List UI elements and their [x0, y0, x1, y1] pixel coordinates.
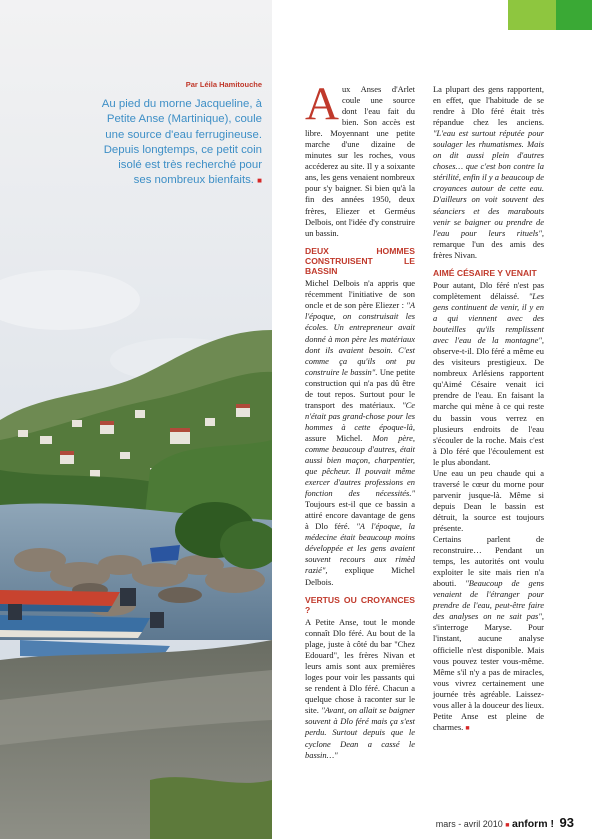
paragraph-cesaire: [433, 280, 544, 468]
paragraph-text: ux Anses d'Arlet coule une source dont l'eau fait du bien. Son accès est libre. Moyennant une petite marche d'une dizaine de minutes sur les roches, vous accéderez au site. Il y a soixante ans, les gens venaient nombreux pour s'y baigner. Si bien qu'à la fin des années 1950, deux frères, Eliezer et Germéus Delbois, ont l'idée d'y construire un bassin.: [305, 84, 415, 238]
paragraph-source: Une eau un peu chaude qui a traversé le cœur du morne pour parvenir jusque-là. Même si depuis Dean le bassin est détruit, la source est toujours présente.: [433, 467, 544, 533]
page-number: 93: [559, 815, 574, 830]
paragraph-petite-anse: [305, 617, 415, 761]
paragraph-opening: [305, 78, 415, 239]
text-run: Pour autant, Dlo féré n'est pas complètement délaissé.: [433, 279, 544, 301]
page-footer: [436, 815, 574, 830]
article-column-1: [305, 78, 416, 761]
subheading-bassin: DEUX HOMMES CONSTRUISENT LE BASSIN: [305, 245, 415, 277]
quote-run: Mon père, comme beaucoup d'autres, était aussi bien maçon, charpentier, que pêcheur. Il pouvait même exercer d'autres professions en fonction des nécessités.": [305, 432, 415, 499]
issue-date: mars - avril 2010: [435, 819, 503, 829]
end-mark: ■: [257, 176, 262, 186]
text-run: Certains parlent de reconstruire… Pendant un temps, les autorités ont voulu exploiter le site mais rien n'a abouti.: [433, 534, 544, 589]
tab-marker-dark: [556, 0, 592, 30]
lead-text: Au pied du morne Jacqueline, à Petite Anse (Martinique), coule une source d'eau ferrugineuse. Depuis longtemps, ce petit coin isolé est très recherché pour ses nombreux bienfaits.: [101, 98, 262, 187]
text-run: La plupart des gens rapportent, en effet, que l'habitude de se rendre à Dlo féré était très répandue chez les anciens.: [433, 84, 544, 128]
drop-cap: A: [305, 78, 339, 130]
quote-run: "A l'époque, on construisait les écoles. Un entrepreneur avait donné à mon père les matériaux dont ils avaient besoin. C'est comme ça qu'ils ont pu construire le bassin".: [305, 300, 415, 377]
text-run: Toujours est-il que ce bassin a attiré encore davantage de gens à Dlo féré.: [305, 499, 415, 532]
text-run: assure Michel.: [305, 432, 373, 443]
tab-marker-light: [508, 0, 556, 30]
article-column-2: [433, 84, 544, 734]
text-run: remarque l'un des amis des frères Nivan.: [433, 238, 544, 260]
paragraph-michel: [305, 278, 415, 587]
intro-block: [100, 80, 262, 189]
text-run: observe-t-il. Dlo féré a même eu des visiteurs prestigieux. De nombreux Arlésiens rapportent qu'Aimé Césaire venait ici prendre de l'eau. En faisant la marche qui mène à ce qui reste du bassin vous verrez en plusieurs endroits de l'eau s'écouler de la roche. Mais c'est à Dlo féré que l'écoulement est le plus abondant.: [433, 346, 544, 467]
lead-paragraph: [100, 97, 262, 189]
text-run: Michel Delbois n'a appris que récemment l'initiative de son oncle et de son père Eliezer :: [305, 278, 415, 311]
quote-run: "A l'époque, la médecine était beaucoup moins développée et les gens avaient souvent recours aux rimèd razié",: [305, 521, 416, 576]
byline: Par Léila Hamitouche: [185, 80, 262, 89]
quote-run: "Avant, on allait se baigner souvent à Dlo féré mais ça s'est perdu. Surtout depuis que le cyclone Dean a cassé le bassin…": [305, 705, 415, 760]
text-run: s'interroge Maryse. Pour l'instant, aucune analyse officielle n'est disponible. Mais vous pouvez tester vous-même. Même s'il n'y a pas de miracles, vous vivrez certainement une journée très agréable. Laissez-vous aller à la douceur des lieux. Petite Anse est pleine de charmes.: [433, 622, 544, 732]
magazine-name: anform !: [512, 818, 555, 830]
text-run: explique Michel Delbois.: [305, 565, 415, 587]
subheading-cesaire: AIMÉ CÉSAIRE Y VENAIT: [433, 267, 537, 278]
quote-run: "Les gens continuent de venir, il y en a qui viennent avec des bouteilles qu'ils remplissent avec l'eau de la montagne",: [433, 291, 544, 346]
footer-separator: ■: [505, 822, 510, 829]
quote-run: "Beaucoup de gens venaient de l'étranger pour prendre de l'eau, peut-être faire des analyses on ne sait pas",: [433, 578, 544, 622]
paragraph-anciens: [433, 84, 544, 261]
subheading-vertus: VERTUS OU CROYANCES ?: [305, 594, 415, 615]
quote-run: "L'eau est surtout réputée pour soulager les rhumatismes. Mais on dit aussi plein d'autres choses… que c'est bon contre la stérilité, enfin il y a beaucoup de croyances autour de cette eau. D'ailleurs on voit souvent des séanciers et des marabouts venir se baigner ou prendre de l'eau pour leurs rituels",: [433, 128, 544, 238]
end-mark: ■: [465, 723, 470, 732]
quote-run: "Ce n'était pas grand-chose pour les hommes à cette époque-là,: [305, 399, 415, 432]
text-run: A Petite Anse, tout le monde connaît Dlo féré. Au bout de la plage, juste à côté du bar "Chez Edouard", les frères Nivan et leurs amis sont aux premières loges pour voir les passants qui se rendent à Dlo féré. Chacun a quelque chose à raconter sur le site.: [305, 616, 415, 716]
paragraph-reconstruire: [433, 534, 544, 734]
text-run: Une petite construction qui n'a pas dû être de tout repos. Surtout pour le transport des matériaux.: [305, 366, 415, 410]
